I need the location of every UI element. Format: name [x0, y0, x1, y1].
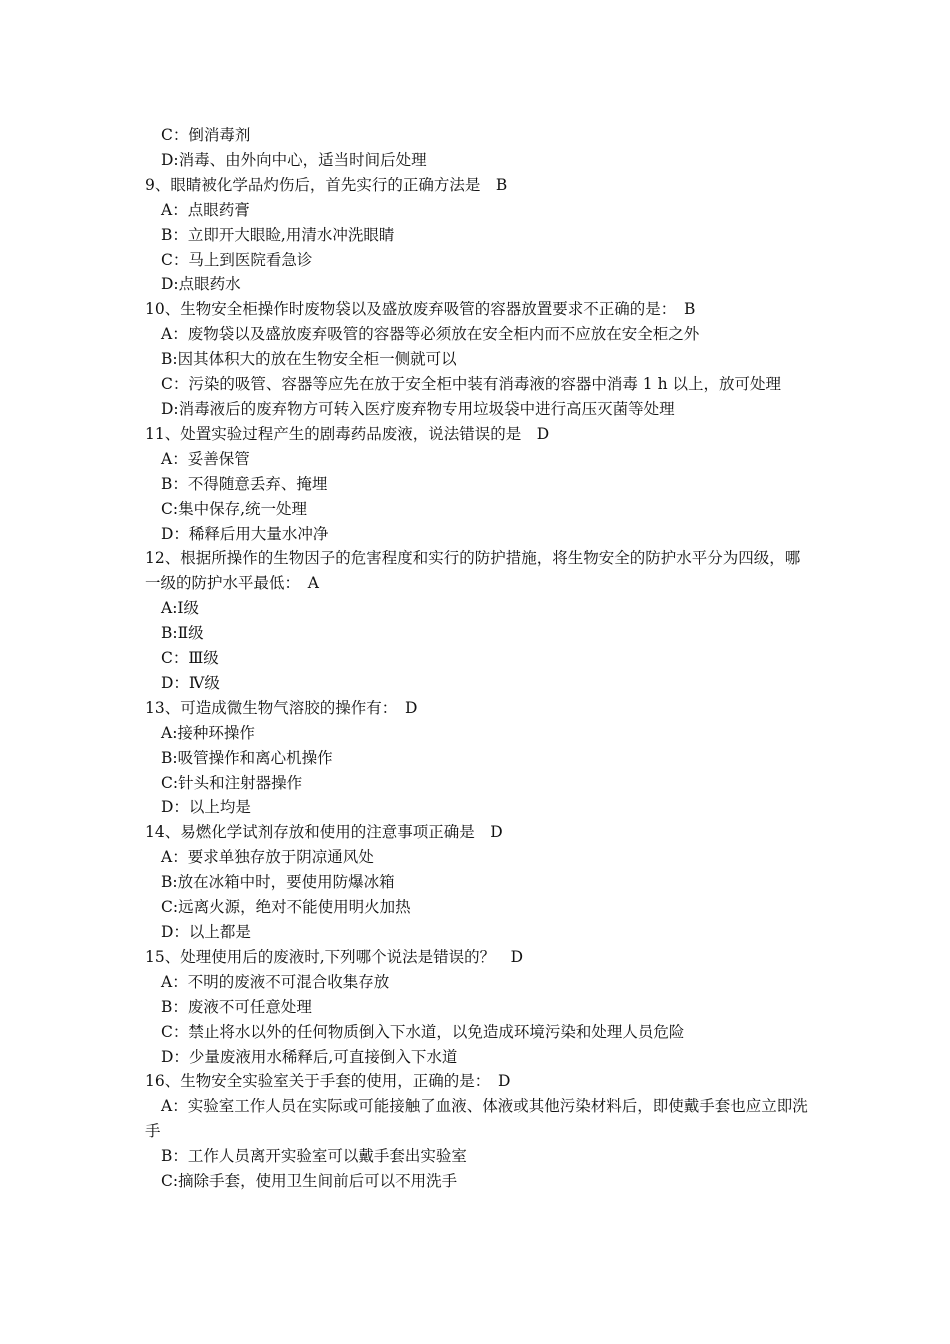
- option-line: B：工作人员离开实验室可以戴手套出实验室: [161, 1147, 467, 1166]
- option-line: B：不得随意丢弃、掩埋: [161, 474, 328, 493]
- option-line: B：立即开大眼睑,用清水冲洗眼睛: [161, 225, 395, 244]
- option-line: D：Ⅳ级: [161, 673, 220, 692]
- question-line: 14、易燃化学试剂存放和使用的注意事项正确是 D: [145, 823, 503, 842]
- option-line: A：实验室工作人员在实际或可能接触了血液、体液或其他污染材料后，即使戴手套也应立即洗手: [145, 1097, 808, 1141]
- option-line: D：少量废液用水稀释后,可直接倒入下水道: [161, 1047, 458, 1066]
- option-line: A:Ⅰ级: [161, 599, 200, 618]
- option-line: C：禁止将水以外的任何物质倒入下水道，以免造成环境污染和处理人员危险: [161, 1022, 685, 1041]
- question-line: 9、眼睛被化学品灼伤后，首先实行的正确方法是 B: [145, 175, 508, 194]
- question-line: 15、处理使用后的废液时,下列哪个说法是错误的？ D: [145, 947, 524, 966]
- option-line: C:远离火源，绝对不能使用明火加热: [161, 898, 411, 917]
- option-line: C:针头和注射器操作: [161, 773, 303, 792]
- option-line: D：以上均是: [161, 798, 251, 817]
- option-line: A：不明的废液不可混合收集存放: [161, 972, 390, 991]
- option-line: D:消毒、由外向中心，适当时间后处理: [161, 150, 427, 169]
- option-line: C:摘除手套，使用卫生间前后可以不用洗手: [161, 1172, 458, 1191]
- question-line: 16、生物安全实验室关于手套的使用，正确的是： D: [145, 1072, 511, 1091]
- option-line: C:集中保存,统一处理: [161, 499, 308, 518]
- option-line: A：点眼药膏: [161, 200, 250, 219]
- option-line: B:吸管操作和离心机操作: [161, 748, 333, 767]
- option-line: A：废物袋以及盛放废弃吸管的容器等必须放在安全柜内而不应放在安全柜之外: [161, 325, 700, 344]
- option-line: D:消毒液后的废弃物方可转入医疗废弃物专用垃圾袋中进行高压灭菌等处理: [161, 399, 675, 418]
- option-line: D:点眼药水: [161, 275, 241, 294]
- question-line: 10、生物安全柜操作时废物袋以及盛放废弃吸管的容器放置要求不正确的是： B: [145, 300, 696, 319]
- option-line: C：倒消毒剂: [161, 126, 251, 144]
- option-line: C：污染的吸管、容器等应先在放于安全柜中装有消毒液的容器中消毒 1 h 以上，放可处理: [161, 375, 781, 394]
- option-line: B:Ⅱ级: [161, 624, 204, 643]
- question-line: 11、处置实验过程产生的剧毒药品废液，说法错误的是 D: [145, 424, 550, 443]
- option-line: A：要求单独存放于阴凉通风处: [161, 848, 374, 867]
- option-line: B:放在冰箱中时，要使用防爆冰箱: [161, 873, 395, 892]
- option-line: A:接种环操作: [161, 723, 255, 742]
- option-line: D：稀释后用大量水冲净: [161, 524, 329, 543]
- option-line: B:因其体积大的放在生物安全柜一侧就可以: [161, 350, 457, 369]
- document-body: [145, 123, 810, 1194]
- option-line: C：马上到医院看急诊: [161, 250, 313, 269]
- option-line: B：废液不可任意处理: [161, 997, 312, 1016]
- option-line: D：以上都是: [161, 923, 251, 941]
- question-line: 13、可造成微生物气溶胶的操作有： D: [145, 698, 418, 717]
- option-line: C：Ⅲ级: [161, 649, 219, 668]
- question-line: 12、根据所操作的生物因子的危害程度和实行的防护措施，将生物安全的防护水平分为四级，哪一级的防护水平最低： A: [145, 549, 801, 593]
- option-line: A：妥善保管: [161, 449, 250, 468]
